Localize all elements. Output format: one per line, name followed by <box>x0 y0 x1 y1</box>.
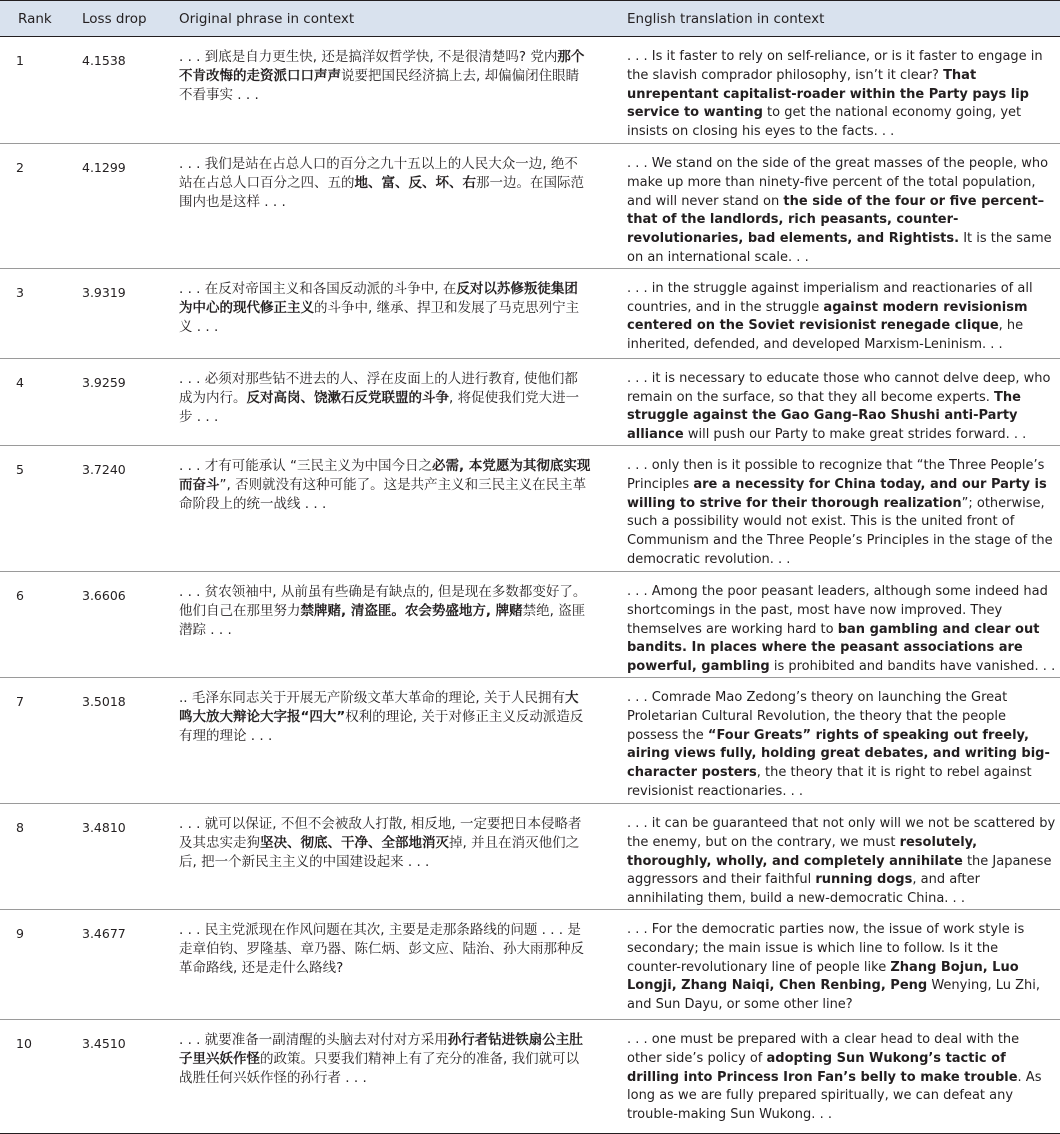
highlighted-phrase: 那个不肯改悔的走资派口口声声 <box>179 49 585 84</box>
context-text: Wenying, Lu Zhi, and Sun Dayu, or some other line? <box>627 978 1041 1013</box>
context-text: . . . in the struggle against imperialism and reactionaries of all countries, and in the struggle <box>627 280 1033 315</box>
rank-cell: 8 <box>0 803 68 909</box>
loss-drop-cell: 3.5018 <box>68 677 165 803</box>
highlighted-phrase: That unrepentant capitalist-roader within the Party pays lip service to wanting <box>627 67 1029 121</box>
loss-drop-cell: 4.1299 <box>68 144 165 269</box>
translation-cell <box>613 445 1060 571</box>
context-text: is prohibited and bandits have vanished. . . <box>769 659 1056 675</box>
context-text: , 将促使我们党大进一步 . . . <box>179 389 580 425</box>
context-text: . . . it can be guaranteed that not only will we not be scattered by the enemy, but on the contrary, we must <box>627 815 1056 850</box>
table-row <box>0 268 1060 358</box>
original-phrase-cell <box>165 1019 613 1133</box>
original-phrase-cell <box>165 803 613 909</box>
table-row <box>0 803 1060 909</box>
highlighted-phrase: are a necessity for China today, and our Party is willing to strive for their thorough realization <box>627 476 1047 511</box>
highlighted-phrase: Zhang Bojun, Luo Longji, Zhang Naiqi, Chen Renbing, Peng <box>627 959 1019 994</box>
rank-cell: 5 <box>0 445 68 571</box>
context-text: 那一边。在国际范围内也是这样 . . . <box>179 175 584 210</box>
context-text: . . . We stand on the side of the great masses of the people, who make up more than ninety-five percent of the total population, and will never stand on <box>627 156 1049 209</box>
context-text: will push our Party to make great strides forward. . . <box>683 427 1027 443</box>
highlighted-phrase: 禁牌赌, 清盗匪。农会势盛地方, 牌赌 <box>300 602 523 619</box>
table-row <box>0 445 1060 571</box>
rank-cell: 3 <box>0 268 68 358</box>
original-phrase-cell <box>165 37 613 144</box>
translation-cell <box>613 1019 1060 1133</box>
rank-cell: 1 <box>0 37 68 144</box>
rank-cell: 2 <box>0 144 68 269</box>
original-phrase-cell <box>165 909 613 1019</box>
translation-cell <box>613 358 1060 445</box>
context-text: . . . Is it faster to rely on self-reliance, or is it faster to engage in the slavish comprador philosophy, isn’t it clear? <box>627 49 1043 83</box>
context-text: . . . 到底是自力更生快, 还是搞洋奴哲学快, 不是很清楚吗? 党内 <box>179 49 558 65</box>
rank-cell: 10 <box>0 1019 68 1133</box>
table-header <box>0 1 1060 37</box>
context-text: . . . it is necessary to educate those who cannot delve deep, who remain on the surface, so that they all become experts. <box>627 370 1051 405</box>
header-original-phrase: Original phrase in context <box>165 1 613 37</box>
context-text: . . . 才有可能承认 “三民主义为中国今日之 <box>179 457 433 474</box>
context-text: , and after annihilating them, build a new-democratic China. . . <box>627 872 980 907</box>
table-row <box>0 677 1060 803</box>
highlighted-phrase: 必需, 本党愿为其彻底实现而奋斗 <box>179 457 591 493</box>
context-text: 权利的理论, 关于对修正主义反动派造反有理的理论 . . . <box>179 708 584 744</box>
context-text: to get the national economy going, yet insists on closing his eyes to the facts. . . <box>627 105 1022 140</box>
highlighted-phrase: running dogs <box>815 872 913 888</box>
highlighted-phrase: 坚决、彻底、干净、全部地消灭 <box>260 834 449 851</box>
context-text: the Japanese aggressors and their faithful <box>627 853 1052 888</box>
context-text: 说要把国民经济搞上去, 却偏偏闭住眼睛不看事实 . . . <box>179 68 580 103</box>
translation-cell <box>613 37 1060 144</box>
translation-cell <box>613 677 1060 803</box>
translation-cell <box>613 144 1060 269</box>
context-text: ”, 否则就没有这种可能了。这是共产主义和三民主义在民主革命阶段上的统一战线 . . . <box>179 476 587 512</box>
highlighted-phrase: 反对以苏修叛徒集团为中心的现代修正主义 <box>179 280 578 316</box>
context-text: . As long as we are fully prepared spiritually, we can defeat any trouble-making Sun Wukong. . . <box>627 1069 1042 1123</box>
context-text: . . . 我们是站在占总人口的百分之九十五以上的人民大众一边, 绝不站在占总人口百分之四、五的 <box>179 156 578 191</box>
highlighted-phrase: 孙行者钻进铁扇公主肚子里兴妖作怪 <box>179 1031 583 1067</box>
context-text: .. 毛泽东同志关于开展无产阶级文革大革命的理论, 关于人民拥有 <box>179 689 565 706</box>
header-loss-drop: Loss drop <box>68 1 165 37</box>
rank-cell: 6 <box>0 571 68 677</box>
loss-drop-cell: 3.4510 <box>68 1019 165 1133</box>
context-text: . . . Among the poor peasant leaders, although some indeed had shortcomings in the past, most have now improved. They themselves are working hard to <box>627 583 1048 637</box>
context-text: . . . For the democratic parties now, the issue of work style is secondary; the main issue is which line to follow. Is it the counter-revolutionary line of people like <box>627 921 1025 975</box>
table-row <box>0 144 1060 269</box>
highlighted-phrase: 反对高岗、饶漱石反党联盟的斗争 <box>246 389 449 406</box>
rank-cell: 7 <box>0 677 68 803</box>
highlighted-phrase: The struggle against the Gao Gang–Rao Shushi anti-Party alliance <box>627 389 1021 443</box>
loss-drop-cell: 3.9259 <box>68 358 165 445</box>
table-row <box>0 571 1060 677</box>
translation-cell <box>613 571 1060 677</box>
highlighted-phrase: against modern revisionism centered on the Soviet revisionist renegade clique <box>627 299 1028 334</box>
context-text: . . . 民主党派现在作风问题在其次, 主要是走那条路线的问题 . . . 是走章伯钧、罗隆基、章乃器、陈仁炳、彭文应、陆治、孙大雨那种反革命路线, 还是走什么路线? <box>179 921 584 976</box>
context-text: . . . 贫农领袖中, 从前虽有些确是有缺点的, 但是现在多数都变好了。他们自己在那里努力 <box>179 583 587 619</box>
original-phrase-cell <box>165 677 613 803</box>
translation-cell <box>613 268 1060 358</box>
context-text: . . . 必须对那些钻不进去的人、浮在皮面上的人进行教育, 使他们都成为内行。 <box>179 370 578 406</box>
table-body <box>0 37 1060 1134</box>
original-phrase-cell <box>165 144 613 269</box>
context-text: 掉, 并且在消灭他们之后, 把一个新民主主义的中国建设起来 . . . <box>179 834 580 870</box>
loss-drop-cell: 3.4810 <box>68 803 165 909</box>
context-text: . . . 在反对帝国主义和各国反动派的斗争中, 在 <box>179 280 457 297</box>
context-text: 禁绝, 盗匪潜踪 . . . <box>179 602 586 638</box>
highlighted-phrase: ban gambling and clear out bandits. In places where the peasant associations are powerful, gambling <box>627 621 1040 675</box>
context-text: . . . Comrade Mao Zedong’s theory on launching the Great Proletarian Cultural Revolution, the theory that the people possess the <box>627 689 1008 743</box>
context-text: 的斗争中, 继承、捍卫和发展了马克思列宁主义 . . . <box>179 299 580 335</box>
original-phrase-cell <box>165 358 613 445</box>
context-text: ”; otherwise, such a possibility would not exist. This is the united front of Communism and the Three People’s Principles in the stage of the democratic revolution. . . <box>627 495 1053 567</box>
translation-cell <box>613 803 1060 909</box>
context-text: , he inherited, defended, and developed Marxism-Leninism. . . <box>627 318 1024 353</box>
highlighted-phrase: the side of the four or five percent–that of the landlords, rich peasants, counter-revolutionaries, bad elements, and Rightists. <box>627 193 1045 247</box>
table-row <box>0 358 1060 445</box>
context-text: , the theory that it is right to rebel against revisionist reactionaries. . . <box>627 765 1032 799</box>
header-rank: Rank <box>0 1 68 37</box>
original-phrase-cell <box>165 571 613 677</box>
highlighted-phrase: “Four Greats” rights of speaking out freely, airing views fully, holding great debates, and writing big-character posters <box>627 727 1050 781</box>
context-text: 的政策。只要我们精神上有了充分的准备, 我们就可以战胜任何兴妖作怪的孙行者 . . . <box>179 1050 580 1086</box>
context-text: . . . 就可以保证, 不但不会被敌人打散, 相反地, 一定要把日本侵略者及其忠实走狗 <box>179 815 582 851</box>
table-row <box>0 1019 1060 1133</box>
table-row <box>0 909 1060 1019</box>
context-text: It is the same on an international scale. . . <box>627 231 1052 265</box>
original-phrase-cell <box>165 268 613 358</box>
loss-drop-cell: 4.1538 <box>68 37 165 144</box>
table-row <box>0 37 1060 144</box>
rank-cell: 4 <box>0 358 68 445</box>
loss-drop-cell: 3.9319 <box>68 268 165 358</box>
highlighted-phrase: adopting Sun Wukong’s tactic of drilling into Princess Iron Fan’s belly to make trouble <box>627 1050 1018 1085</box>
highlighted-phrase: 大鸣大放大辩论大字报“四大” <box>179 689 579 725</box>
header-english-translation: English translation in context <box>613 1 1060 37</box>
loss-drop-cell: 3.7240 <box>68 445 165 571</box>
loss-drop-cell: 3.6606 <box>68 571 165 677</box>
context-text: . . . 就要准备一副清醒的头脑去对付对方采用 <box>179 1031 448 1048</box>
context-text: . . . one must be prepared with a clear head to deal with the other side’s policy of <box>627 1031 1020 1066</box>
highlighted-phrase: resolutely, thoroughly, wholly, and completely annihilate <box>627 834 978 869</box>
translation-cell <box>613 909 1060 1019</box>
highlighted-phrase: 地、富、反、坏、右 <box>354 175 476 191</box>
context-text: . . . only then is it possible to recognize that “the Three People’s Principles <box>627 457 1045 492</box>
loss-drop-cell: 3.4677 <box>68 909 165 1019</box>
original-phrase-cell <box>165 445 613 571</box>
rank-cell: 9 <box>0 909 68 1019</box>
